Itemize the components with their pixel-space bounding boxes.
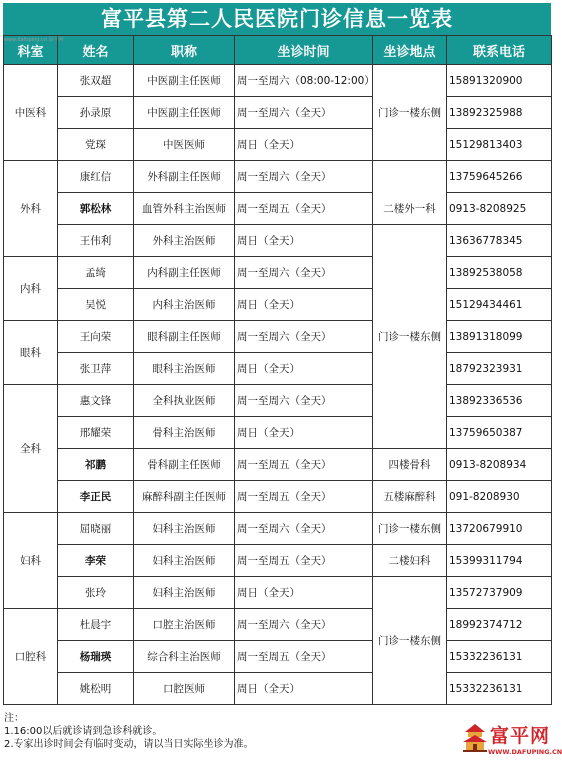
time-cell: 周一至周六（08:00-12:00） xyxy=(235,65,373,97)
name-cell: 王向荣 xyxy=(58,321,134,353)
name-cell: 张卫萍 xyxy=(58,353,134,385)
name-cell: 党琛 xyxy=(58,129,134,161)
table-row xyxy=(4,545,552,577)
time-cell: 周日（全天） xyxy=(235,417,373,449)
table-row xyxy=(4,513,552,545)
phone-cell: 0913-8208925 xyxy=(447,193,552,225)
table-row xyxy=(4,65,552,97)
dept-cell: 妇科 xyxy=(4,513,58,609)
phone-cell: 0913-8208934 xyxy=(447,449,552,481)
phone-cell: 13572737909 xyxy=(447,577,552,609)
time-cell: 周日（全天） xyxy=(235,225,373,257)
header-position: 职称 xyxy=(134,36,235,65)
position-cell: 全科执业医师 xyxy=(134,385,235,417)
name-cell: 王伟利 xyxy=(58,225,134,257)
phone-cell: 15399311794 xyxy=(447,545,552,577)
position-cell: 中医副主任医师 xyxy=(134,97,235,129)
name-cell: 张双超 xyxy=(58,65,134,97)
table-row xyxy=(4,673,552,705)
location-cell: 二楼外一科 xyxy=(373,193,447,225)
table-header-row xyxy=(4,36,552,65)
header-name: 姓名 xyxy=(58,36,134,65)
time-cell: 周一至周五（全天） xyxy=(235,449,373,481)
name-cell: 惠文锋 xyxy=(58,385,134,417)
name-cell: 吴悦 xyxy=(58,289,134,321)
table-row xyxy=(4,385,552,417)
location-cell: 二楼妇科 xyxy=(373,545,447,577)
phone-cell: 15332236131 xyxy=(447,673,552,705)
location-cell: 门诊一楼东侧 xyxy=(373,513,447,545)
position-cell: 外科主治医师 xyxy=(134,225,235,257)
time-cell: 周一至周六（全天） xyxy=(235,609,373,641)
phone-cell: 13892336536 xyxy=(447,385,552,417)
notes-heading: 注： xyxy=(4,713,24,724)
position-cell: 骨科副主任医师 xyxy=(134,449,235,481)
time-cell: 周日（全天） xyxy=(235,577,373,609)
table-row xyxy=(4,577,552,609)
header-phone: 联系电话 xyxy=(447,36,552,65)
dept-cell: 眼科 xyxy=(4,321,58,385)
name-cell: 祁鹏 xyxy=(58,449,134,481)
position-cell: 骨科主治医师 xyxy=(134,417,235,449)
phone-cell: 13891318099 xyxy=(447,321,552,353)
time-cell: 周一至周五（全天） xyxy=(235,481,373,513)
position-cell: 妇科主治医师 xyxy=(134,577,235,609)
name-cell: 杨瑞瑛 xyxy=(58,641,134,673)
time-cell: 周一至周五（全天） xyxy=(235,545,373,577)
phone-cell: 13759645266 xyxy=(447,161,552,193)
watermark-text: www.dafuping.cn 富平网 xyxy=(4,37,64,43)
time-cell: 周一至周六（全天） xyxy=(235,385,373,417)
location-cell: 五楼麻醉科 xyxy=(373,481,447,513)
position-cell: 眼科主治医师 xyxy=(134,353,235,385)
phone-cell: 15891320900 xyxy=(447,65,552,97)
time-cell: 周日（全天） xyxy=(235,129,373,161)
position-cell: 中医医师 xyxy=(134,129,235,161)
position-cell: 内科主治医师 xyxy=(134,289,235,321)
table-row xyxy=(4,417,552,449)
dept-cell: 全科 xyxy=(4,385,58,513)
position-cell: 外科副主任医师 xyxy=(134,161,235,193)
table-row xyxy=(4,449,552,481)
site-logo[interactable] xyxy=(462,721,562,761)
time-cell: 周一至周六（全天） xyxy=(235,97,373,129)
phone-cell: 15332236131 xyxy=(447,641,552,673)
table-row xyxy=(4,225,552,257)
logo-url: WWW.DAFUPING.CN xyxy=(488,748,562,756)
location-cell: 门诊一楼东侧 xyxy=(373,225,447,449)
header-location: 坐诊地点 xyxy=(373,36,447,65)
phone-cell: 091-8208930 xyxy=(447,481,552,513)
phone-cell: 18792323931 xyxy=(447,353,552,385)
position-cell: 综合科主治医师 xyxy=(134,641,235,673)
phone-cell: 15129813403 xyxy=(447,129,552,161)
position-cell: 口腔医师 xyxy=(134,673,235,705)
name-cell: 邢耀荣 xyxy=(58,417,134,449)
time-cell: 周一至周六（全天） xyxy=(235,161,373,193)
phone-cell: 13892538058 xyxy=(447,257,552,289)
note-item: 2.专家出诊时间会有临时变动，请以当日实际坐诊为准。 xyxy=(4,739,254,750)
notes-block xyxy=(4,712,474,751)
location-cell-empty xyxy=(373,161,447,193)
time-cell: 周一至周六（全天） xyxy=(235,513,373,545)
phone-cell: 13720679910 xyxy=(447,513,552,545)
header-time: 坐诊时间 xyxy=(235,36,373,65)
location-cell: 门诊一楼东侧 xyxy=(373,65,447,161)
clinic-table xyxy=(3,35,552,705)
name-cell: 姚松明 xyxy=(58,673,134,705)
position-cell: 内科副主任医师 xyxy=(134,257,235,289)
time-cell: 周一至周五（全天） xyxy=(235,193,373,225)
name-cell: 康红信 xyxy=(58,161,134,193)
position-cell: 中医副主任医师 xyxy=(134,65,235,97)
name-cell: 屈晓丽 xyxy=(58,513,134,545)
table-row xyxy=(4,481,552,513)
dept-cell: 内科 xyxy=(4,257,58,321)
phone-cell: 13636778345 xyxy=(447,225,552,257)
table-row xyxy=(4,161,552,193)
position-cell: 口腔主治医师 xyxy=(134,609,235,641)
time-cell: 周日（全天） xyxy=(235,353,373,385)
dept-cell: 口腔科 xyxy=(4,609,58,705)
location-cell: 门诊一楼东侧 xyxy=(373,577,447,705)
table-row xyxy=(4,97,552,129)
position-cell: 血管外科主治医师 xyxy=(134,193,235,225)
phone-cell: 15129434461 xyxy=(447,289,552,321)
location-cell: 四楼骨科 xyxy=(373,449,447,481)
phone-cell: 18992374712 xyxy=(447,609,552,641)
note-item: 1.16:00以后就诊请到急诊科就诊。 xyxy=(4,726,163,737)
table-row xyxy=(4,193,552,225)
name-cell: 孟绮 xyxy=(58,257,134,289)
phone-cell: 13892325988 xyxy=(447,97,552,129)
time-cell: 周日（全天） xyxy=(235,673,373,705)
time-cell: 周日（全天） xyxy=(235,289,373,321)
name-cell: 郭松林 xyxy=(58,193,134,225)
dept-cell: 中医科 xyxy=(4,65,58,161)
table-row xyxy=(4,609,552,641)
table-row xyxy=(4,129,552,161)
phone-cell: 13759650387 xyxy=(447,417,552,449)
header-dept: 科室 xyxy=(4,36,58,65)
name-cell: 杜晨宇 xyxy=(58,609,134,641)
position-cell: 妇科主治医师 xyxy=(134,545,235,577)
time-cell: 周一至周五（全天） xyxy=(235,641,373,673)
position-cell: 麻醉科副主任医师 xyxy=(134,481,235,513)
position-cell: 妇科主治医师 xyxy=(134,513,235,545)
table-row xyxy=(4,289,552,321)
name-cell: 孙录原 xyxy=(58,97,134,129)
time-cell: 周一至周六（全天） xyxy=(235,321,373,353)
time-cell: 周一至周六（全天） xyxy=(235,257,373,289)
name-cell: 张玲 xyxy=(58,577,134,609)
name-cell: 李荣 xyxy=(58,545,134,577)
table-row xyxy=(4,641,552,673)
position-cell: 眼科副主任医师 xyxy=(134,321,235,353)
table-row xyxy=(4,353,552,385)
name-cell: 李正民 xyxy=(58,481,134,513)
pagoda-icon xyxy=(462,723,488,753)
logo-brand: 富平网 xyxy=(490,725,551,747)
dept-cell: 外科 xyxy=(4,161,58,257)
page-title: 富平县第二人民医院门诊信息一览表 xyxy=(3,3,551,35)
table-row xyxy=(4,321,552,353)
table-row xyxy=(4,257,552,289)
